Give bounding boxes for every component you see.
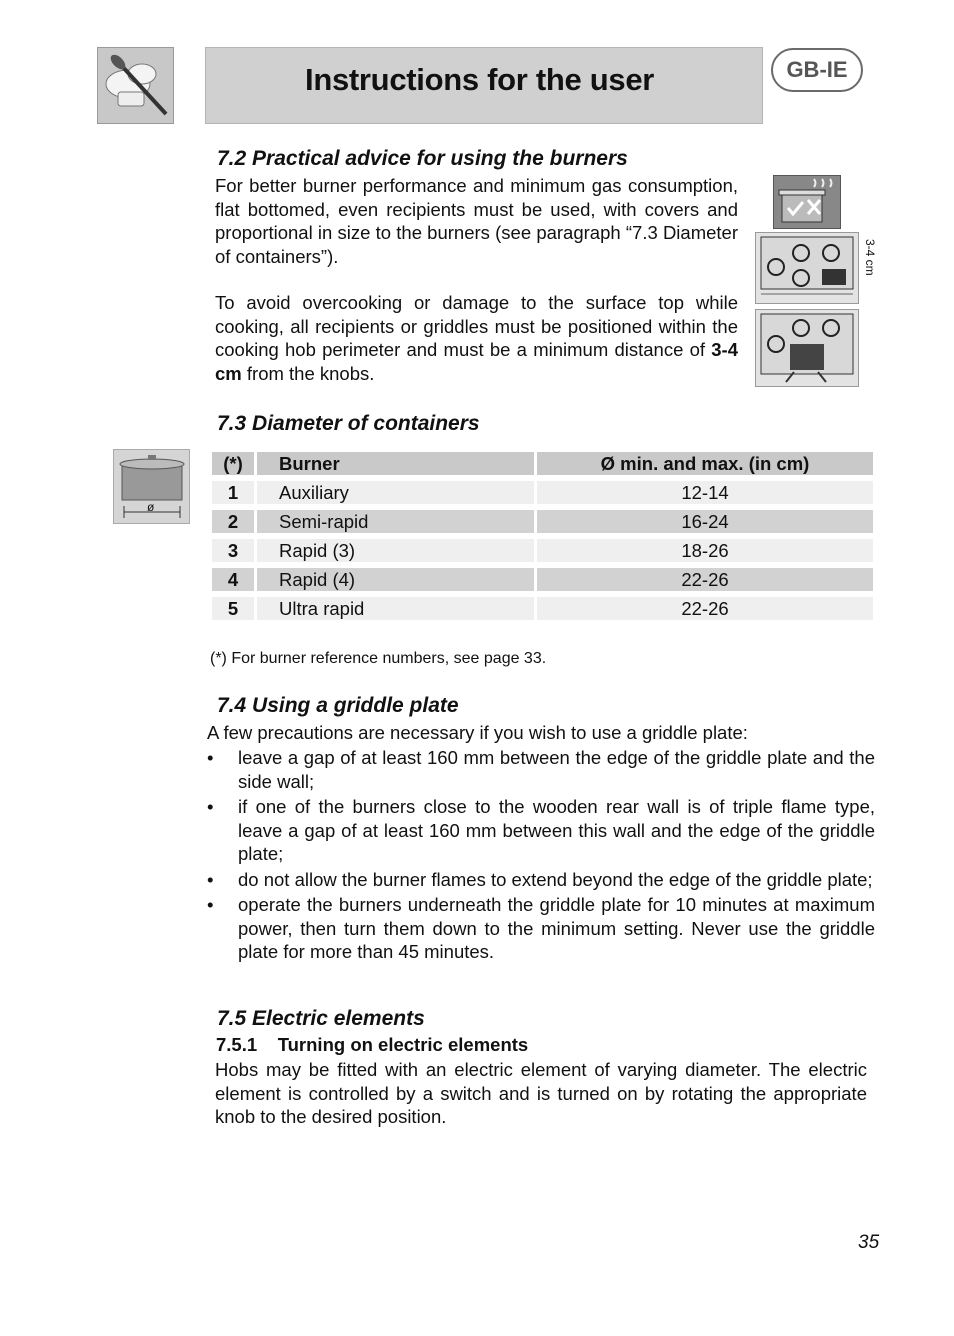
bullet-icon: • [207, 747, 214, 768]
hob-top-view-icon [755, 232, 859, 304]
distance-label: 3-4 cm [863, 239, 877, 276]
section-7-5-1-heading: 7.5.1 Turning on electric elements [216, 1034, 529, 1055]
list-item-text: if one of the burners close to the wooden rear wall is of triple flame type, leave a gap of at least 160 mm between this wall and the edge of the griddle plate; [238, 796, 875, 864]
distance-value: 3-4 cm [215, 339, 738, 384]
bullet-icon: • [207, 868, 214, 890]
table-row [212, 510, 873, 533]
pot-diameter-icon [113, 449, 190, 524]
table-header-row [212, 452, 873, 475]
bullet-icon: • [207, 796, 214, 817]
burner-name: Rapid (3) [257, 539, 534, 562]
burner-name: Rapid (4) [257, 568, 534, 591]
section-7-2-paragraph-2 [215, 291, 738, 385]
list-item [207, 893, 875, 964]
diameter-table [209, 446, 876, 626]
burner-diameter: 22-26 [537, 568, 873, 591]
page-title: Instructions for the user [305, 62, 655, 97]
para2-text-end: from the knobs. [241, 362, 375, 384]
burner-name: Auxiliary [257, 481, 534, 504]
list-item [207, 868, 875, 892]
list-item-text: leave a gap of at least 160 mm between the edge of the griddle plate and the side wall; [238, 747, 875, 792]
section-7-3-heading: 7.3 Diameter of containers [217, 412, 480, 435]
bullet-icon: • [207, 894, 214, 915]
para2-text: To avoid overcooking or damage to the surface top while cooking, all recipients or griddles must be positioned within the cooking hob perimeter and must be a minimum distance of [215, 292, 738, 360]
burner-number: 4 [212, 568, 254, 591]
table-row [212, 568, 873, 591]
pot-with-lid-icon [773, 175, 841, 229]
table-row [212, 481, 873, 504]
burner-diameter: 12-14 [537, 481, 873, 504]
burner-diameter: 22-26 [537, 597, 873, 620]
section-7-4-heading: 7.4 Using a griddle plate [217, 694, 459, 717]
logo [97, 47, 174, 124]
section-7-2-paragraph-1: For better burner performance and minimum gas consumption, flat bottomed, even recipients must be used, with covers and proportional in size to the burners (see paragraph “7.3 Diameter of containers”). [215, 175, 738, 267]
list-item-text: operate the burners underneath the griddle plate for 10 minutes at maximum power, then turn them down to the minimum setting. Never use the griddle plate for more than 45 minutes. [238, 894, 875, 962]
region-badge: GB-IE [771, 48, 863, 92]
section-7-2-heading: 7.2 Practical advice for using the burners [217, 147, 628, 170]
table-row [212, 539, 873, 562]
list-item-text: do not allow the burner flames to extend beyond the edge of the griddle plate; [238, 868, 873, 890]
section-7-5-heading: 7.5 Electric elements [217, 1007, 425, 1030]
list-item [207, 795, 875, 866]
burner-number: 5 [212, 597, 254, 620]
section-7-4-intro: A few precautions are necessary if you wish to use a griddle plate: [207, 722, 748, 743]
section-7-5-paragraph: Hobs may be fitted with an electric element of varying diameter. The electric element is controlled by a switch and is turned on by rotating the appropriate knob to the desired position. [215, 1059, 867, 1127]
column-header-ref: (*) [212, 452, 254, 475]
burner-diameter: 18-26 [537, 539, 873, 562]
burner-name: Semi-rapid [257, 510, 534, 533]
list-item [207, 746, 875, 793]
table-row [212, 597, 873, 620]
burner-number: 1 [212, 481, 254, 504]
burner-diameter: 16-24 [537, 510, 873, 533]
diameter-symbol: ø [147, 500, 155, 514]
hob-griddle-icon [755, 309, 859, 387]
burner-name: Ultra rapid [257, 597, 534, 620]
chef-spoon-icon [98, 48, 173, 123]
griddle-precautions-list [207, 746, 875, 966]
burner-number: 2 [212, 510, 254, 533]
table-footnote: (*) For burner reference numbers, see page 33. [210, 650, 547, 667]
burner-number: 3 [212, 539, 254, 562]
column-header-diameter: Ø min. and max. (in cm) [537, 452, 873, 475]
column-header-burner: Burner [257, 452, 534, 475]
page-number: 35 [858, 1232, 880, 1253]
